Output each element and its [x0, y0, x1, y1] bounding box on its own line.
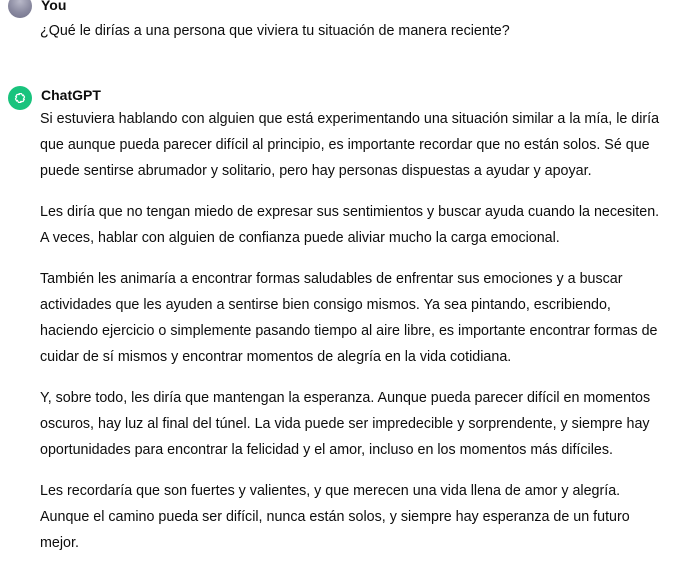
assistant-author-name: ChatGPT [41, 87, 101, 103]
user-message-text: ¿Qué le dirías a una persona que viviera tu situación de manera reciente? [40, 23, 510, 39]
user-avatar-icon [8, 0, 32, 18]
user-author-name: You [41, 0, 67, 13]
assistant-paragraph: También les animaría a encontrar formas saludables de enfrentar sus emociones y a buscar actividades que les ayuden a sentirse bien consigo mismos. Ya sea pintando, escribiendo, haciendo ejercicio o simplemente pasando tiempo al aire libre, es importante encontrar formas de cuidar de sí mismos y encontrar momentos de alegría en la vida cotidiana. [40, 271, 658, 365]
assistant-paragraph: Les diría que no tengan miedo de expresar sus sentimientos y buscar ayuda cuando la necesiten. A veces, hablar con alguien de confianza puede aliviar mucho la carga emocional. [40, 204, 660, 246]
openai-logo-icon [8, 86, 32, 110]
assistant-paragraph: Les recordaría que son fuertes y valientes, y que merecen una vida llena de amor y alegría. Aunque el camino pueda ser difícil, nunca están solos, y siempre hay esperanza de un futuro mejor. [40, 483, 630, 551]
assistant-paragraph: Y, sobre todo, les diría que mantengan la esperanza. Aunque pueda parecer difícil en momentos oscuros, hay luz al final del túnel. La vida puede ser impredecible y sorprendente, y siempre hay oportunidades para encontrar la felicidad y el amor, incluso en los momentos más difíciles. [40, 390, 651, 458]
assistant-message-text [40, 106, 668, 571]
assistant-paragraph: Si estuviera hablando con alguien que está experimentando una situación similar a la mía, le diría que aunque pueda parecer difícil al principio, es importante recordar que no están solos. Sé que puede sentirse abrumador y solitario, pero hay personas dispuestas a ayudar y apoyar. [40, 111, 660, 179]
